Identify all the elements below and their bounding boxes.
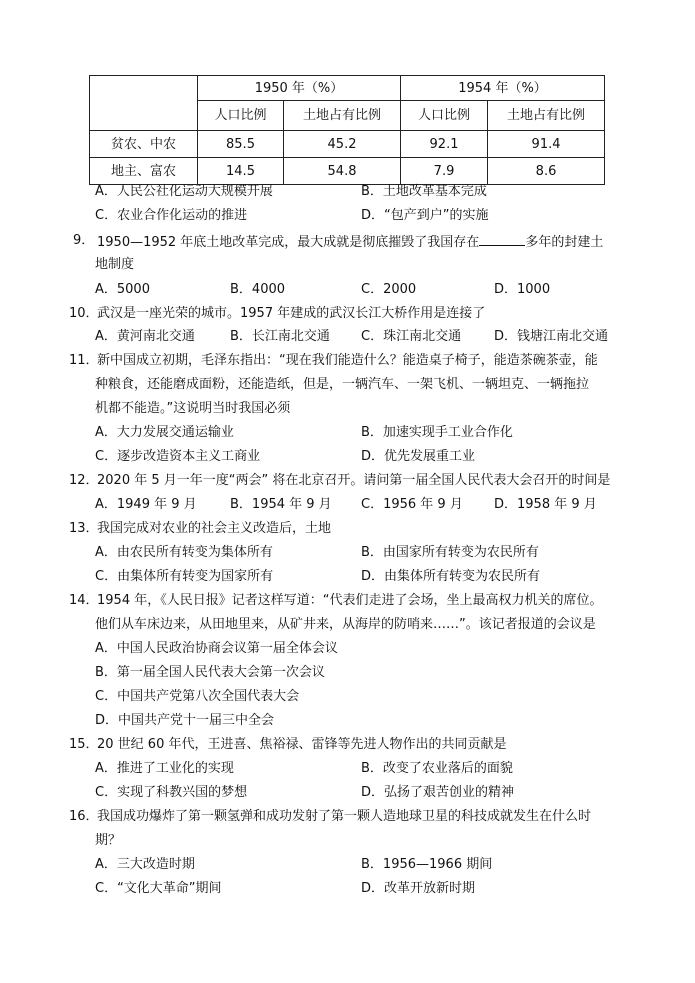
q8-option-b[interactable]: B．土地改革基本完成: [361, 184, 487, 199]
q10-option-c[interactable]: C．珠江南北交通: [361, 329, 462, 344]
q9-option-d[interactable]: D．1000: [494, 282, 551, 297]
q12-option-a[interactable]: A．1949 年 9 月: [95, 497, 197, 512]
q9-option-a[interactable]: A．5000: [95, 282, 150, 297]
q15-option-b[interactable]: B．改变了农业落后的面貌: [361, 761, 513, 776]
header-1954: 1954 年（%）: [401, 76, 605, 101]
q14-option-d[interactable]: D．中国共产党十一届三中全会: [95, 713, 275, 728]
q13-stem: 我国完成对农业的社会主义改造后，土地: [97, 521, 332, 536]
header-land-1954: 土地占有比例: [488, 101, 605, 131]
row-label: 地主、富农: [90, 158, 198, 185]
q9-number: 9．: [73, 233, 95, 248]
q16-option-a[interactable]: A．三大改造时期: [95, 857, 195, 872]
q12-option-d[interactable]: D．1958 年 9 月: [494, 497, 597, 512]
q11-option-d[interactable]: D．优先发展重工业: [361, 449, 476, 464]
q10-stem: 武汉是一座光荣的城市。1957 年建成的武汉长江大桥作用是连接了: [97, 306, 486, 321]
q12-stem: 2020 年 5 月一年一度“两会” 将在北京召开。请问第一届全国人民代表大会召开的时间是: [97, 473, 611, 488]
q15-number: 15．: [69, 737, 99, 752]
q15-option-a[interactable]: A．推进了工业化的实现: [95, 761, 234, 776]
q10-option-a[interactable]: A．黄河南北交通: [95, 329, 195, 344]
table-row: [90, 158, 605, 185]
q9-option-b[interactable]: B．4000: [230, 282, 286, 297]
header-pop-1954: 人口比例: [401, 101, 488, 131]
q11-number: 11．: [69, 353, 99, 368]
q13-option-d[interactable]: D．由集体所有转变为农民所有: [361, 569, 541, 584]
header-1950: 1950 年（%）: [198, 76, 401, 101]
q9-option-c[interactable]: C．2000: [361, 282, 417, 297]
q14-option-a[interactable]: A．中国人民政治协商会议第一届全体会议: [95, 641, 338, 656]
table-row: [90, 131, 605, 158]
table-cell: 85.5: [198, 131, 284, 158]
q15-option-c[interactable]: C．实现了科教兴国的梦想: [95, 785, 248, 800]
q11-stem-line3: 机都不能造。”这说明当时我国必须: [95, 401, 291, 416]
table-cell: 91.4: [488, 131, 605, 158]
q16-option-b[interactable]: B．1956—1966 期间: [361, 857, 493, 872]
q9-stem-part2: 多年的封建土: [525, 235, 604, 250]
q8-option-c[interactable]: C．农业合作化运动的推进: [95, 208, 248, 223]
q16-option-d[interactable]: D．改革开放新时期: [361, 881, 476, 896]
q14-number: 14．: [69, 593, 99, 608]
q9-stem-line2: 地制度: [95, 257, 135, 272]
table-cell: 45.2: [284, 131, 401, 158]
q13-option-a[interactable]: A．由农民所有转变为集体所有: [95, 545, 273, 560]
q14-stem-line1: 1954 年，《人民日报》记者这样写道：“代表们走进了会场，坐上最高权力机关的席位。: [97, 593, 603, 608]
land-ownership-table: [89, 75, 605, 185]
q8-option-d[interactable]: D．“包产到户”的实施: [361, 208, 489, 223]
q16-option-c[interactable]: C．“文化大革命”期间: [95, 881, 222, 896]
q13-option-c[interactable]: C．由集体所有转变为国家所有: [95, 569, 274, 584]
q11-option-b[interactable]: B．加速实现手工业合作化: [361, 425, 513, 440]
q10-number: 10．: [69, 306, 99, 321]
q10-option-d[interactable]: D．钱塘江南北交通: [494, 329, 609, 344]
table-cell: 92.1: [401, 131, 488, 158]
q15-option-d[interactable]: D．弘扬了艰苦创业的精神: [361, 785, 515, 800]
q9-answer-blank: [479, 234, 525, 246]
q11-option-c[interactable]: C．逐步改造资本主义工商业: [95, 449, 261, 464]
q15-stem: 20 世纪 60 年代，王进喜、焦裕禄、雷锋等先进人物作出的共同贡献是: [97, 737, 507, 752]
q10-option-b[interactable]: B．长江南北交通: [230, 329, 330, 344]
q12-option-c[interactable]: C．1956 年 9 月: [361, 497, 463, 512]
row-label: 贫农、中农: [90, 131, 198, 158]
q12-number: 12．: [69, 473, 99, 488]
q11-stem-line2: 种粮食，还能磨成面粉，还能造纸，但是，一辆汽车、一架飞机、一辆坦克、一辆拖拉: [95, 377, 590, 392]
q11-option-a[interactable]: A．大力发展交通运输业: [95, 425, 234, 440]
q13-number: 13．: [69, 521, 99, 536]
table-cell: 8.6: [488, 158, 605, 185]
header-land-1950: 土地占有比例: [284, 101, 401, 131]
q16-stem-line1: 我国成功爆炸了第一颗氢弹和成功发射了第一颗人造地球卫星的科技成就发生在什么时: [97, 809, 592, 824]
q13-option-b[interactable]: B．由国家所有转变为农民所有: [361, 545, 539, 560]
header-pop-1950: 人口比例: [198, 101, 284, 131]
table-cell: 54.8: [284, 158, 401, 185]
q9-stem: [97, 234, 603, 249]
q12-option-b[interactable]: B．1954 年 9 月: [230, 497, 332, 512]
q9-stem-part1: 1950—1952 年底土地改革完成，最大成就是彻底摧毁了我国存在: [97, 235, 480, 250]
q16-stem-line2: 期？: [95, 833, 122, 848]
q8-option-a[interactable]: A．人民公社化运动大规模开展: [95, 184, 273, 199]
q11-stem-line1: 新中国成立初期，毛泽东指出：“现在我们能造什么？能造桌子椅子，能造茶碗茶壶，能: [97, 353, 598, 368]
q16-number: 16．: [69, 809, 99, 824]
q14-option-b[interactable]: B．第一届全国人民代表大会第一次会议: [95, 665, 325, 680]
q14-stem-line2: 他们从车床边来，从田地里来，从矿井来，从海岸的防哨来……”。该记者报道的会议是: [95, 617, 596, 632]
table-cell: 7.9: [401, 158, 488, 185]
q14-option-c[interactable]: C．中国共产党第八次全国代表大会: [95, 689, 300, 704]
table-corner-cell: [90, 76, 198, 131]
table-cell: 14.5: [198, 158, 284, 185]
